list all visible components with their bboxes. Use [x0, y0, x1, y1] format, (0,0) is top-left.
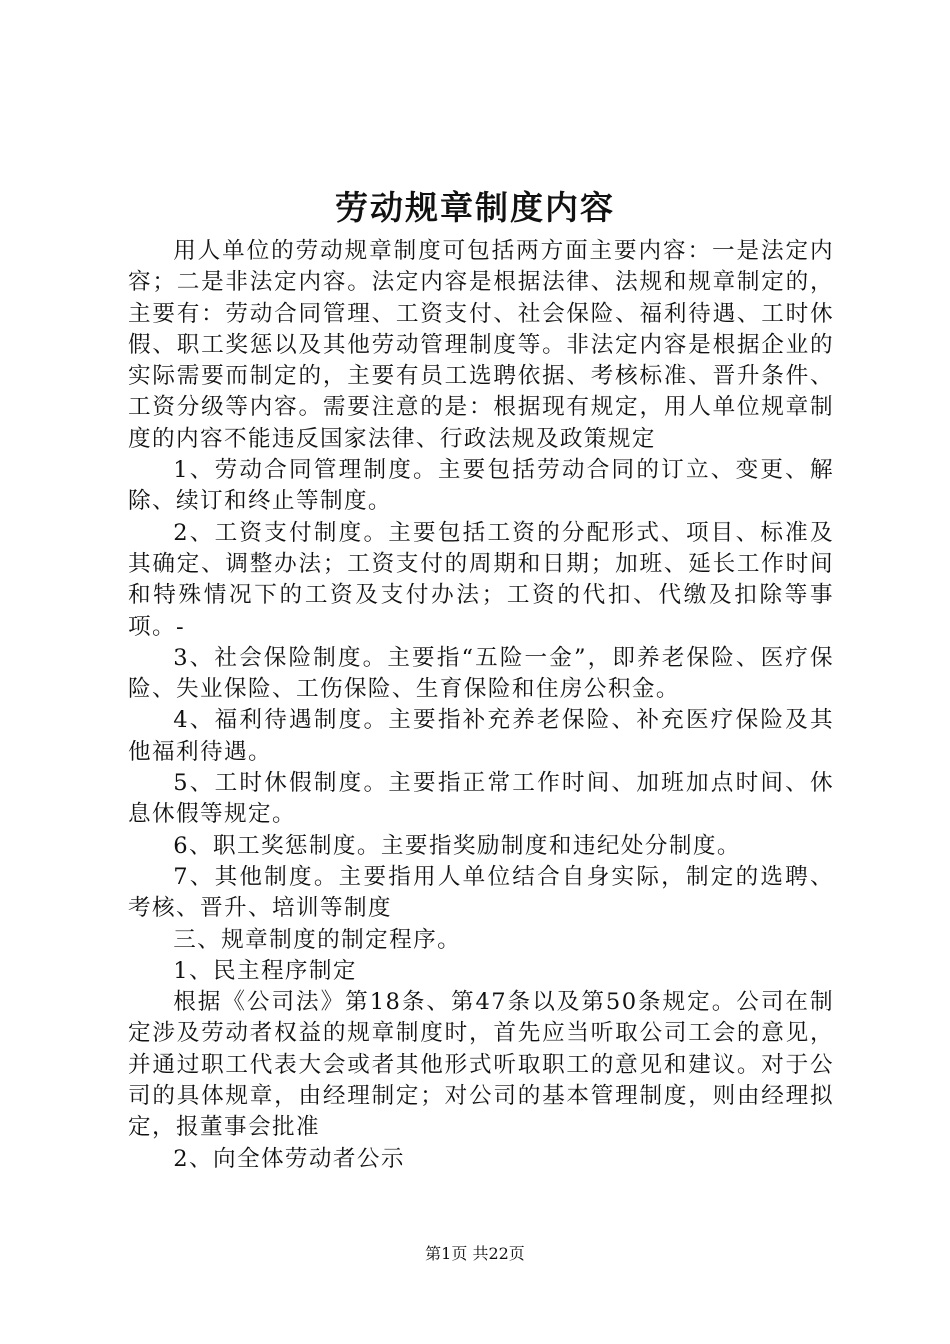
paragraph-item-2: 2、工资支付制度。主要包括工资的分配形式、项目、标准及其确定、调整办法；工资支付的周期和日期；加班、延长工作时间和特殊情况下的工资及支付办法；工资的代扣、代缴及扣除等事项。- — [128, 519, 834, 640]
paragraph-item-3: 3、社会保险制度。主要指“五险一金”，即养老保险、医疗保险、失业保险、工伤保险、生育保险和住房公积金。 — [128, 644, 834, 703]
document-title: 劳动规章制度内容 — [335, 188, 615, 227]
document-body — [128, 236, 834, 1175]
paragraph-intro: 用人单位的劳动规章制度可包括两方面主要内容：一是法定内容；二是非法定内容。法定内容是根据法律、法规和规章制定的，主要有：劳动合同管理、工资支付、社会保险、福利待遇、工时休假、职工奖惩以及其他劳动管理制度等。非法定内容是根据企业的实际需要而制定的，主要有员工选聘依据、考核标准、晋升条件、工资分级等内容。需要注意的是：根据现有规定，用人单位规章制度的内容不能违反国家法律、行政法规及政策规定 — [128, 238, 834, 452]
section-heading: 三、规章制度的制定程序。 — [173, 926, 462, 953]
page-number: 第1页 共22页 — [425, 1244, 525, 1263]
paragraph-item-6: 6、职工奖惩制度。主要指奖励制度和违纪处分制度。 — [173, 832, 741, 859]
paragraph-item-5: 5、工时休假制度。主要指正常工作时间、加班加点时间、休息休假等规定。 — [128, 770, 834, 828]
subsection-heading-1: 1、民主程序制定 — [173, 957, 357, 984]
paragraph-item-7: 7、其他制度。主要指用人单位结合自身实际，制定的选聘、考核、晋升、培训等制度 — [128, 863, 834, 922]
subsection-heading-2: 2、向全体劳动者公示 — [173, 1145, 405, 1172]
paragraph-item-4: 4、福利待遇制度。主要指补充养老保险、补充医疗保险及其他福利待遇。 — [128, 707, 834, 765]
paragraph-item-1: 1、劳动合同管理制度。主要包括劳动合同的订立、变更、解除、续订和终止等制度。 — [128, 457, 834, 515]
paragraph-company-law: 根据《公司法》第18条、第47条以及第50条规定。公司在制定涉及劳动者权益的规章制度时，首先应当听取公司工会的意见，并通过职工代表大会或者其他形式听取职工的意见和建议。对于公司的具体规章，由经理制定；对公司的基本管理制度，则由经理拟定，报董事会批准 — [128, 989, 834, 1141]
